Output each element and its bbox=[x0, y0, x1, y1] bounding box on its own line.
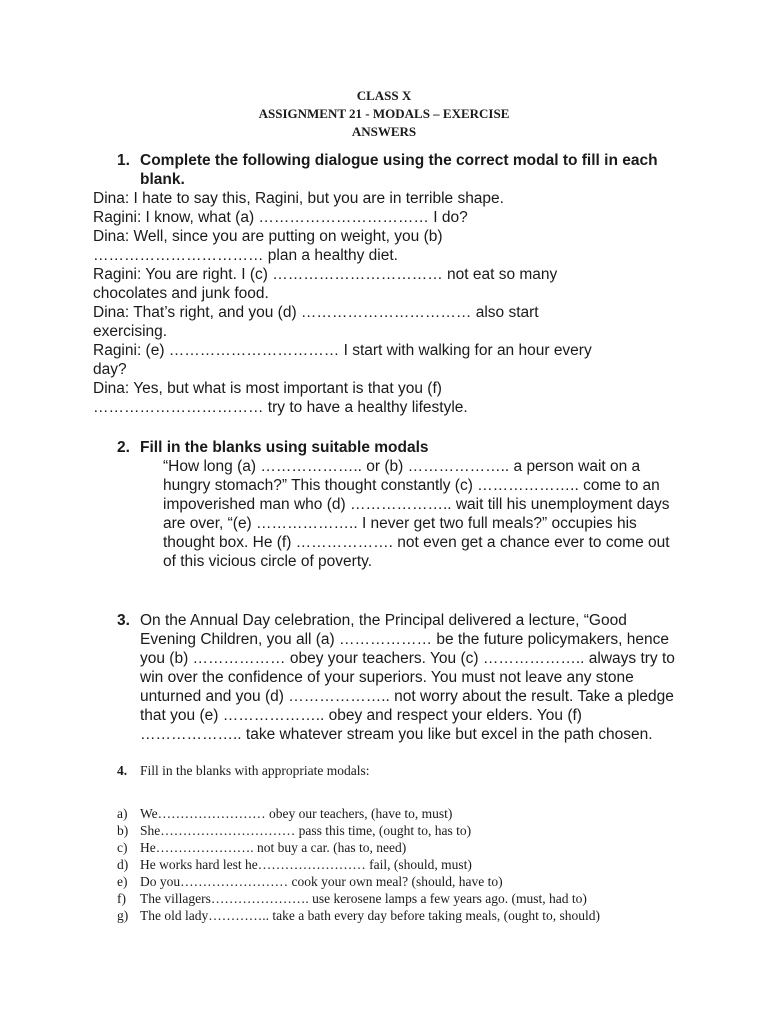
dialogue-line: Ragini: You are right. I (c) …………………………… not eat so many bbox=[93, 266, 558, 283]
item-letter: a) bbox=[117, 806, 128, 821]
answers-heading: ANSWERS bbox=[351, 124, 417, 139]
question-3-passage: On the Annual Day celebration, the Principal delivered a lecture, “Good Evening Children, you all (a) ……………… be the future policymakers, hence you (b) ……………… obey your teachers. You (c) ……………….. always try to win over the confidence of your superiors. You must not leave any stone unturned and you (d) ……………….. not worry about the result. Take a pledge that you (e) ……………….. obey and respect your elders. You (f) ……………….. take whatever stream you like but excel in the path chosen. bbox=[140, 612, 675, 743]
item-text: He works hard lest he…………………… fail, (should, must) bbox=[140, 857, 472, 872]
question-2-instruction: Fill in the blanks using suitable modals bbox=[140, 439, 429, 456]
question-3-number: 3. bbox=[117, 612, 130, 629]
question-1-title bbox=[117, 151, 677, 189]
list-item bbox=[117, 873, 717, 890]
question-1-number: 1. bbox=[117, 152, 130, 169]
question-4 bbox=[117, 762, 717, 924]
list-item bbox=[117, 856, 717, 873]
question-1-instruction: Complete the following dialogue using the correct modal to fill in each blank. bbox=[140, 152, 658, 188]
item-text: Do you…………………… cook your own meal? (should, have to) bbox=[140, 874, 503, 889]
item-letter: b) bbox=[117, 823, 129, 838]
question-3 bbox=[117, 611, 677, 744]
question-4-list bbox=[117, 805, 717, 924]
dialogue-line: Ragini: (e) …………………………… I start with walking for an hour every bbox=[93, 342, 592, 359]
dialogue-line: Dina: That’s right, and you (d) …………………………… also start bbox=[93, 304, 539, 321]
list-item bbox=[117, 907, 717, 924]
item-text: The old lady………….. take a bath every day before taking meals, (ought to, should) bbox=[140, 908, 601, 923]
dialogue-line: day? bbox=[93, 361, 127, 378]
item-text: The villagers…………………. use kerosene lamps a few years ago. (must, had to) bbox=[140, 891, 587, 906]
list-item bbox=[117, 839, 717, 856]
item-letter: e) bbox=[117, 874, 128, 889]
item-text: She………………………… pass this time, (ought to, has to) bbox=[140, 823, 472, 838]
question-2-number: 2. bbox=[117, 439, 130, 456]
class-heading: CLASS X bbox=[356, 88, 412, 103]
question-2 bbox=[117, 438, 677, 571]
dialogue-line: Dina: Yes, but what is most important is that you (f) bbox=[93, 380, 442, 397]
list-item bbox=[117, 890, 717, 907]
item-letter: g) bbox=[117, 908, 129, 923]
item-letter: d) bbox=[117, 857, 129, 872]
dialogue-line: Ragini: I know, what (a) …………………………… I do? bbox=[93, 209, 468, 226]
question-2-passage: “How long (a) ……………….. or (b) ……………….. a person wait on a hungry stomach?” This thought constantly (c) ……………….. come to an impoverished man who (d) ……………….. wait till his unemployment days are over, “(e) ……………….. I never get two full meals?” occupies his thought box. He (f) ………………. not even get a chance ever to come out of this vicious circle of poverty. bbox=[163, 458, 670, 570]
list-item bbox=[117, 805, 717, 822]
dialogue-line: Dina: Well, since you are putting on weight, you (b) bbox=[93, 228, 443, 245]
question-4-instruction: Fill in the blanks with appropriate modals: bbox=[140, 763, 370, 778]
item-letter: f) bbox=[117, 891, 126, 906]
dialogue-line: chocolates and junk food. bbox=[93, 285, 269, 302]
dialogue-line: …………………………… try to have a healthy lifestyle. bbox=[93, 399, 468, 416]
item-letter: c) bbox=[117, 840, 128, 855]
item-text: We…………………… obey our teachers, (have to, must) bbox=[140, 806, 453, 821]
question-4-number: 4. bbox=[117, 763, 128, 778]
question-4-heading bbox=[117, 762, 717, 779]
dialogue-line: exercising. bbox=[93, 323, 168, 340]
item-text: He…………………. not buy a car. (has to, need) bbox=[140, 840, 407, 855]
dialogue-line: …………………………… plan a healthy diet. bbox=[93, 247, 398, 264]
assignment-heading: ASSIGNMENT 21 - MODALS – EXERCISE bbox=[258, 106, 510, 121]
list-item bbox=[117, 822, 717, 839]
question-1-dialogue bbox=[93, 189, 673, 417]
dialogue-line: Dina: I hate to say this, Ragini, but you are in terrible shape. bbox=[93, 190, 504, 207]
